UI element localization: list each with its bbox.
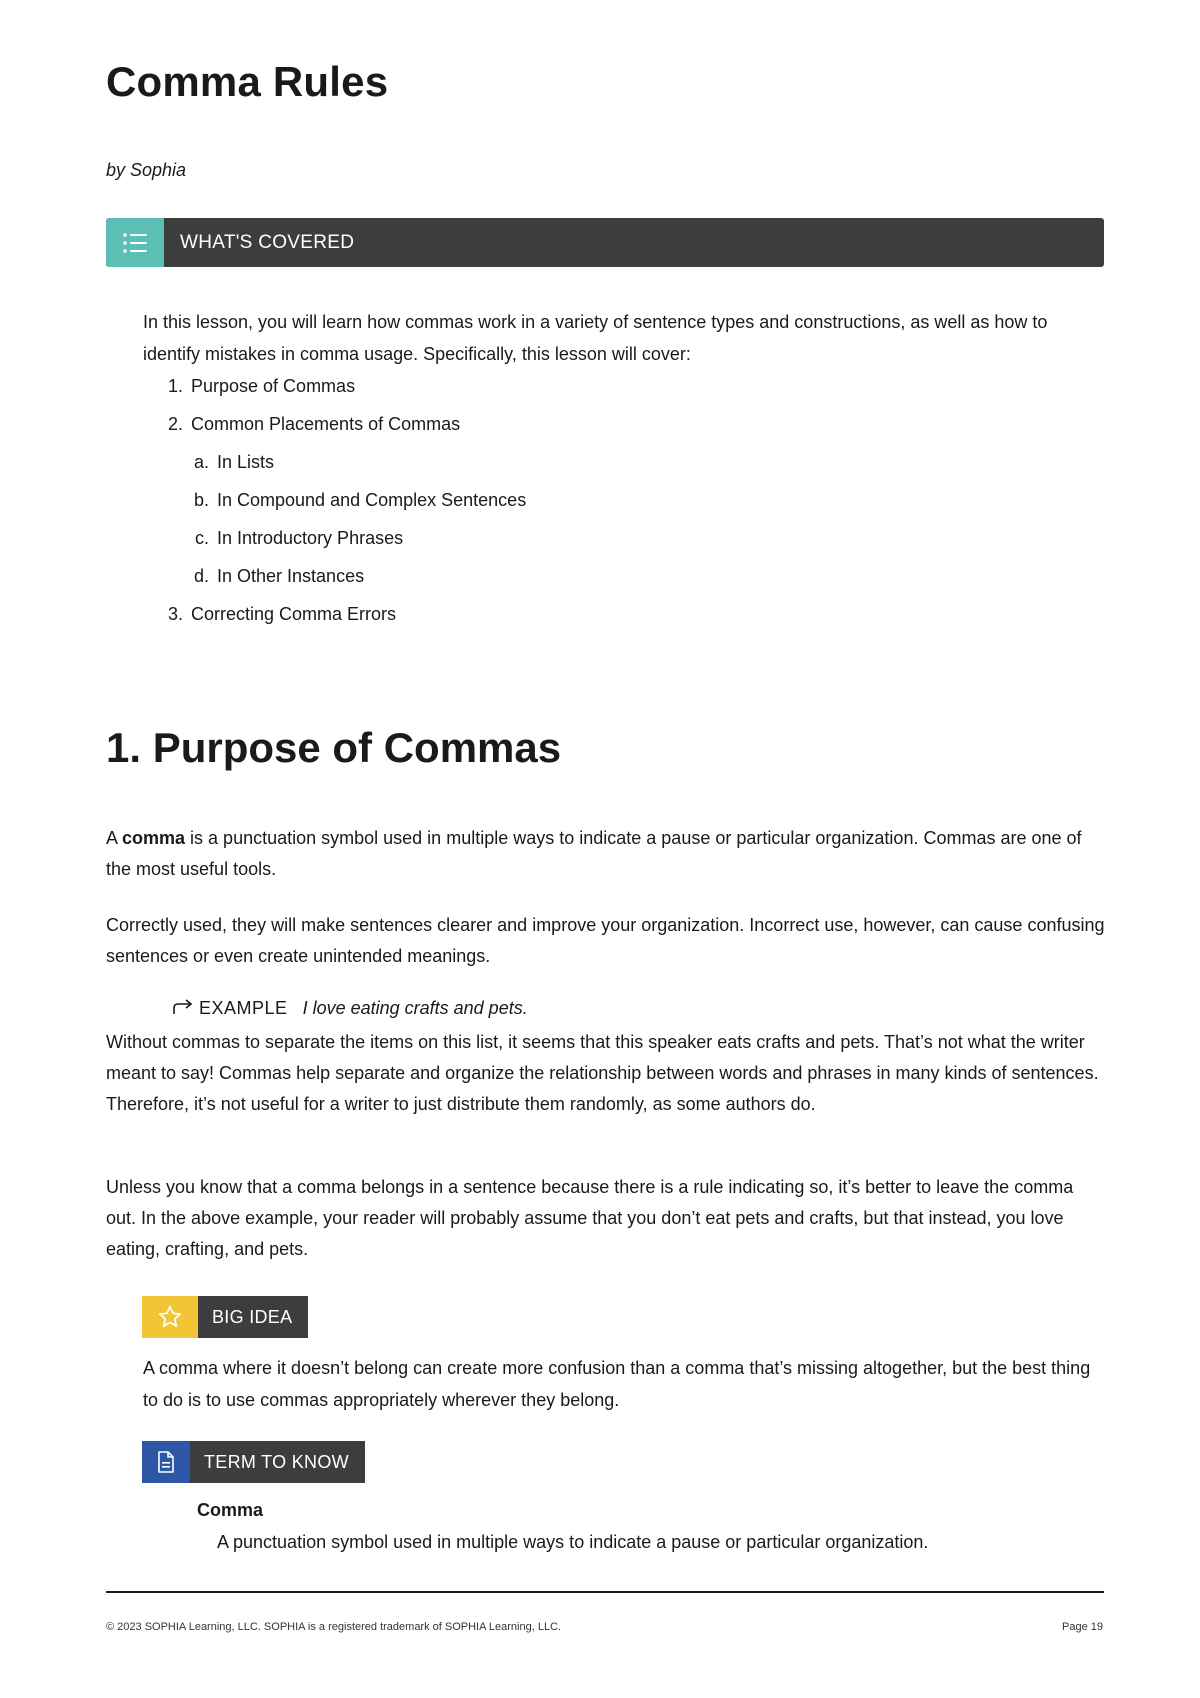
- outline-item: 2. Common Placements of Commas: [167, 414, 461, 434]
- arrow-right-icon: [172, 998, 199, 1018]
- outline-subitem: b. In Compound and Complex Sentences: [193, 490, 527, 510]
- star-icon: [142, 1296, 198, 1338]
- covered-intro: In this lesson, you will learn how commas work in a variety of sentence types and constructions, as well as how to identify mistakes in comma usage. Specifically, this lesson will cover:: [143, 312, 1048, 364]
- footer-divider: [106, 1591, 1104, 1593]
- byline: by Sophia: [106, 160, 187, 180]
- outline-item: 1. Purpose of Commas: [167, 376, 356, 396]
- page-title: Comma Rules: [106, 58, 389, 105]
- paragraph-advice: Unless you know that a comma belongs in a sentence because there is a rule indicating so, it’s better to leave the comma out. In the above example, your reader will probably assume that you don’t eat pets and crafts, but that instead, you love eating, crafting, and pets.: [106, 1177, 1074, 1259]
- example-label: EXAMPLE: [199, 998, 288, 1018]
- example-callout: [172, 998, 528, 1019]
- outline-item: 3. Correcting Comma Errors: [167, 604, 397, 624]
- outline-subitem: a. In Lists: [193, 452, 275, 472]
- list-icon: [106, 218, 164, 267]
- term-to-know-badge: [142, 1441, 365, 1483]
- big-idea-label: BIG IDEA: [198, 1296, 308, 1338]
- paragraph-usage: Correctly used, they will make sentences clearer and improve your organization. Incorrect use, however, can cause confusing sentences or even create unintended meanings.: [106, 915, 1105, 966]
- paragraph-definition: A comma is a punctuation symbol used in multiple ways to indicate a pause or particular organization. Commas are one of the most useful tools.: [106, 828, 1082, 879]
- big-idea-text: A comma where it doesn’t belong can create more confusion than a comma that’s missing altogether, but the best thing to do is to use commas appropriately wherever they belong.: [143, 1358, 1091, 1410]
- term-to-know-label: TERM TO KNOW: [190, 1441, 365, 1483]
- section-heading: 1. Purpose of Commas: [106, 724, 562, 771]
- example-sentence: I love eating crafts and pets.: [302, 998, 528, 1018]
- page-number: Page 19: [1062, 1621, 1103, 1633]
- whats-covered-banner: [106, 218, 1104, 267]
- big-idea-badge: [142, 1296, 308, 1338]
- footer-copyright: © 2023 SOPHIA Learning, LLC. SOPHIA is a registered trademark of SOPHIA Learning, LLC.: [106, 1621, 562, 1633]
- paragraph-explanation: Without commas to separate the items on this list, it seems that this speaker eats crafts and pets. That’s not what the writer meant to say! Commas help separate and organize the relationship between words and phrases in many kinds of sentences. Therefore, it’s not useful for a writer to just distribute them randomly, as some authors do.: [106, 1032, 1099, 1114]
- outline-subitem: d. In Other Instances: [193, 566, 365, 586]
- term-definition: A punctuation symbol used in multiple ways to indicate a pause or particular organization.: [217, 1532, 929, 1552]
- term-word: Comma: [197, 1500, 264, 1520]
- whats-covered-label: WHAT'S COVERED: [180, 231, 355, 253]
- outline-subitem: c. In Introductory Phrases: [194, 528, 404, 548]
- document-icon: [142, 1441, 190, 1483]
